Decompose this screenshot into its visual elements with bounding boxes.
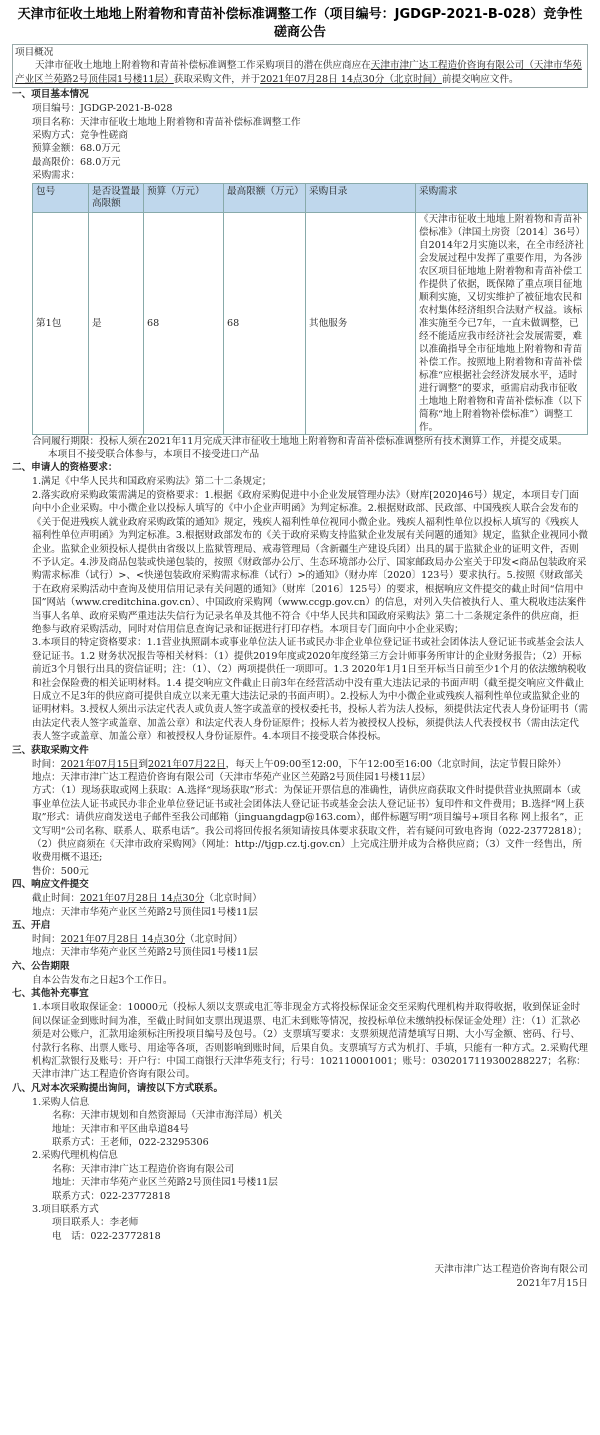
project-contact-phone: 电 话：022-23772818 [52,1230,161,1242]
budget-amount: 预算金额：68.0万元 [32,143,121,155]
section-submission [12,878,588,919]
package-table [32,183,588,435]
table-cell: 第1包 [33,212,89,434]
obtain-time: 时间：2021年07月15日到2021年07月22日，每天上午09:00至12:00，下午12:00至16:00（北京时间，法定节假日除外） [32,758,567,770]
overview-place-link: 天津市津广达工程造价咨询有限公司（天津市华苑产业区兰苑路2号顶佳园1号楼11层） [15,60,582,85]
overview-label: 项目概况 [15,47,54,58]
page-title: 天津市征收土地地上附着物和青苗补偿标准调整工作（项目编号：JGDGP-2021-B-028）竞争性磋商公告 [17,7,583,40]
section-heading: 二、申请人的资格要求： [12,462,118,474]
col-header: 最高限额（万元） [224,183,306,212]
qualification-3: 3.本项目的特定资格要求：1.1营业执照副本或事业单位法人证书或民办非企业单位登记证书或社会团体法人登记证书或基金会法人登记证书。1.2 财务状况报告等相关材料：（1）提供2019年度或2020年度经第三方会计师事务所审计的企业财务报告；（2）开标前近3个月银行出具的资信证明；注：（1）、（2）两项提供任一项即可。1.3 2020年1月1日至开标当日前至少1个月的依法缴纳税收和社会保险费的相关证明材料。1.4 提交响应文件截止日前3年在经营活动中没有重大违法记录的书面声明（截至提交响应文件截止日成立不足3年的供应商可提供自成立以来无重大违法记录的书面声明）。2.投标人为中小微企业或残疾人福利性单位或监狱企业的证明材料。3.授权人须出示法定代表人或负责人签字或盖章的授权委托书，投标人若为法人投标，须提供法定代表人身份证明书（需由法定代表人签字或盖章、加盖公章）和法定代表人身份证原件；投标人若为被授权人投标，须提供法人代表授权书（需由法定代表人签字或盖章、加盖公章）和被授权人身份证原件。4.本项目不接受联合体投标。 [32,637,588,743]
agency-contact: 联系方式：022-23772818 [52,1190,171,1202]
consortium-note: 本项目不接受联合体参与，本项目不接受进口产品 [48,449,260,461]
project-contact-title: 3.项目联系方式 [32,1203,99,1215]
obtain-method: 方式：（1）现场获取或网上获取：A.选择“现场获取”形式：为保证开票信息的准确性，请供应商获取文件时提供营业执照副本（或事业单位法人证书或民办非企业单位登记证书或社会团体法人登记证书或基金会法人登记证书）复印件和文件费用；B.选择“网上获取”形式：请供应商发送电子邮件至我公司邮箱（jinguangdagp@163.com），邮件标题写明“项目编号+项目名称 网上报名”，正文写明“公司名称、联系人、联系电话”。我公司将回传报名须知请按具体要求获取文件，若有疑问可致电咨询（022-23772818）；（2）供应商须在《天津市政府采购网》（网址：http://tjgp.cz.tj.gov.cn）上完成注册并成为合格供应商；（3）文件一经售出，所收费用概不退还; [32,785,588,864]
col-header: 是否设置最高限额 [89,183,144,212]
table-row [33,212,588,434]
project-name: 项目名称：天津市征收土地地上附着物和青苗补偿标准调整工作 [32,116,301,128]
obtain-place: 地点：天津市津广达工程造价咨询有限公司（天津市华苑产业区兰苑路2号顶佳园1号楼11层） [32,772,431,783]
agency-name: 名称：天津市津广达工程造价咨询有限公司 [52,1163,235,1175]
section-qualification [12,461,588,743]
col-header: 采购目录 [306,183,416,212]
purchaser-title: 1.采购人信息 [32,1096,90,1108]
section-supplementary [12,987,588,1081]
col-header: 包号 [33,183,89,212]
table-cell: 其他服务 [306,212,416,434]
table-header-row [33,183,588,212]
max-price: 最高限价：68.0万元 [32,156,121,168]
contract-period: 合同履行期限：投标人须在2021年11月完成天津市征收土地地上附着物和青苗补偿标准调整所有技术测算工作，并提交成果。 [32,435,568,447]
signature-org: 天津市津广达工程造价咨询有限公司 [434,1264,588,1276]
section-heading: 八、凡对本次采购提出询问，请按以下方式联系。 [12,1082,224,1094]
qualification-1: 1.满足《中华人民共和国政府采购法》第二十二条规定； [32,476,272,488]
table-cell: 《天津市征收土地地上附着物和青苗补偿标准》（津国土房资〔2014〕36号）自2014年2月实施以来，在全市经济社会发展过程中发挥了重要作用，为各涉农区项目征地地上附着物和青苗补偿工作提供了依据，既保障了重点项目征地顺利实施，又切实维护了被征地农民和农村集体经济组织合法财产权益。该标准实施至今已7年，一直未做调整，已经不能适应我市经济社会发展需要，难以准确指导全市征地地上附着物和青苗补偿工作。按照地上附着物和青苗补偿标准“应根据社会经济发展水平，适时进行调整”的要求，亟需启动我市征收土地地上附着物和青苗补偿标准（以下简称“地上附着物补偿标准”）调整工作。 [416,212,588,434]
section-contacts [12,1082,588,1243]
supplementary-text: 1.本项目收取保证金：10000元（投标人须以支票或电汇等非现金方式将投标保证金交至采购代理机构并取得收据，收到保证金时间以保证金到账时间为准，至截止时间如支票出现退票、电汇未到账等情况，按投标单位未缴纳投标保证金处理）注：（1）汇款必须是对公账户，汇款用途须标注所投项目编号及包号。（2）支票填写要求：支票须规范清楚填写日期、大小写金额、密码、行号、付款行名称、出票人账号、用途等各项，否则影响到账时间，后果自负。支票填写方式为机打、手填，只能有一种方式。2.采购代理机构汇款银行及账号：开户行：中国工商银行天津华苑支行；行号：102110001001；账号：0302017119300288227；名称：天津市津广达工程造价咨询有限公司。 [32,1002,588,1081]
section-heading: 四、响应文件提交 [12,879,89,891]
purchaser-contact: 联系方式：王老师，022-23295306 [52,1136,209,1148]
section-heading: 七、其他补充事宜 [12,988,89,1000]
project-number: 项目编号：JGDGP-2021-B-028 [32,103,173,115]
section-heading: 六、公告期限 [12,960,70,972]
overview-text: 天津市征收土地地上附着物和青苗补偿标准调整工作采购项目的潜在供应商应在天津市津广达工程造价咨询有限公司（天津市华苑产业区兰苑路2号顶佳园1号楼11层）获取采购文件，并于2021年07月28日 14点30分（北京时间）前提交响应文件。 [15,60,582,85]
overview-time-link: 2021年07月28日 14点30分（北京时间） [260,73,442,85]
submission-deadline: 截止时间：2021年07月28日 14点30分（北京时间） [32,893,262,905]
procurement-method: 采购方式：竞争性磋商 [32,130,128,142]
section-obtain-docs [12,744,588,879]
section-heading: 五、开启 [12,920,51,932]
purchaser-name: 名称：天津市规划和自然资源局（天津市海洋局）机关 [52,1110,283,1122]
agency-address: 地址：天津市华苑产业区兰苑路2号顶佳园1号楼11层 [52,1177,278,1189]
section-period [12,960,588,987]
project-contact-person: 项目联系人：李老师 [52,1217,139,1229]
table-cell: 是 [89,212,144,434]
section-heading: 一、项目基本情况 [12,89,89,101]
overview-box [12,44,588,88]
opening-time: 时间：2021年07月28日 14点30分（北京时间） [32,934,243,946]
section-basic-info [12,88,588,461]
requirements-label: 采购需求： [32,170,80,182]
section-opening [12,919,588,960]
table-cell: 68 [224,212,306,434]
col-header: 预算（万元） [144,183,224,212]
col-header: 采购需求 [416,183,588,212]
qualification-2: 2.落实政府采购政策需满足的资格要求：1.根据《政府采购促进中小企业发展管理办法》（财库[2020]46号）规定，本项目专门面向中小企业采购。中小微企业以投标人填写的《中小企业声明函》为判定标准。2.根据财政部、民政部、中国残疾人联合会发布的《关于促进残疾人就业政府采购政策的通知》规定，残疾人福利性单位视同小微企业。残疾人福利性单位以投标人填写的《残疾人福利性单位声明函》为判定标准。3.根据财政部发布的《关于政府采购支持监狱企业发展有关问题的通知》规定，监狱企业视同小微企业。监狱企业须投标人提供由省级以上监狱管理局、戒毒管理局（含新疆生产建设兵团）出具的属于监狱企业的证明文件，否则不予认定。4.涉及商品包装或快递包装的，按照《财政部办公厅、生态环境部办公厅、国家邮政局办公室关于印发<商品包装政府采购需求标准（试行）>、<快递包装政府采购需求标准（试行）>的通知》（财办库〔2020〕123号）要求执行。5.按照《财政部关于在政府采购活动中查询及使用信用记录有关问题的通知》（财库〔2016〕125号）的要求，根据响应文件提交的截止时间“信用中国”网站（www.creditchina.gov.cn）、中国政府采购网（www.ccgp.gov.cn）的信息，对列入失信被执行人、重大税收违法案件当事人名单、政府采购严重违法失信行为记录名单及其他不符合《中华人民共和国政府采购法》第二十二条规定条件的供应商，拒绝参与政府采购活动，同时对信用信息查询记录和证据进行打印存档。本项目专门面向中小企业采购； [32,489,588,635]
opening-place: 地点：天津市华苑产业区兰苑路2号顶佳园1号楼11层 [32,947,258,959]
period-text: 自本公告发布之日起3个工作日。 [32,974,173,986]
signature-block [12,1263,588,1290]
section-heading: 三、获取采购文件 [12,744,89,756]
signature-date: 2021年7月15日 [516,1277,588,1289]
agency-title: 2.采购代理机构信息 [32,1150,118,1162]
table-cell: 68 [144,212,224,434]
submission-place: 地点：天津市华苑产业区兰苑路2号顶佳园1号楼11层 [32,906,258,918]
purchaser-address: 地址：天津市和平区曲阜道84号 [52,1123,189,1135]
obtain-price: 售价：500元 [32,865,89,877]
